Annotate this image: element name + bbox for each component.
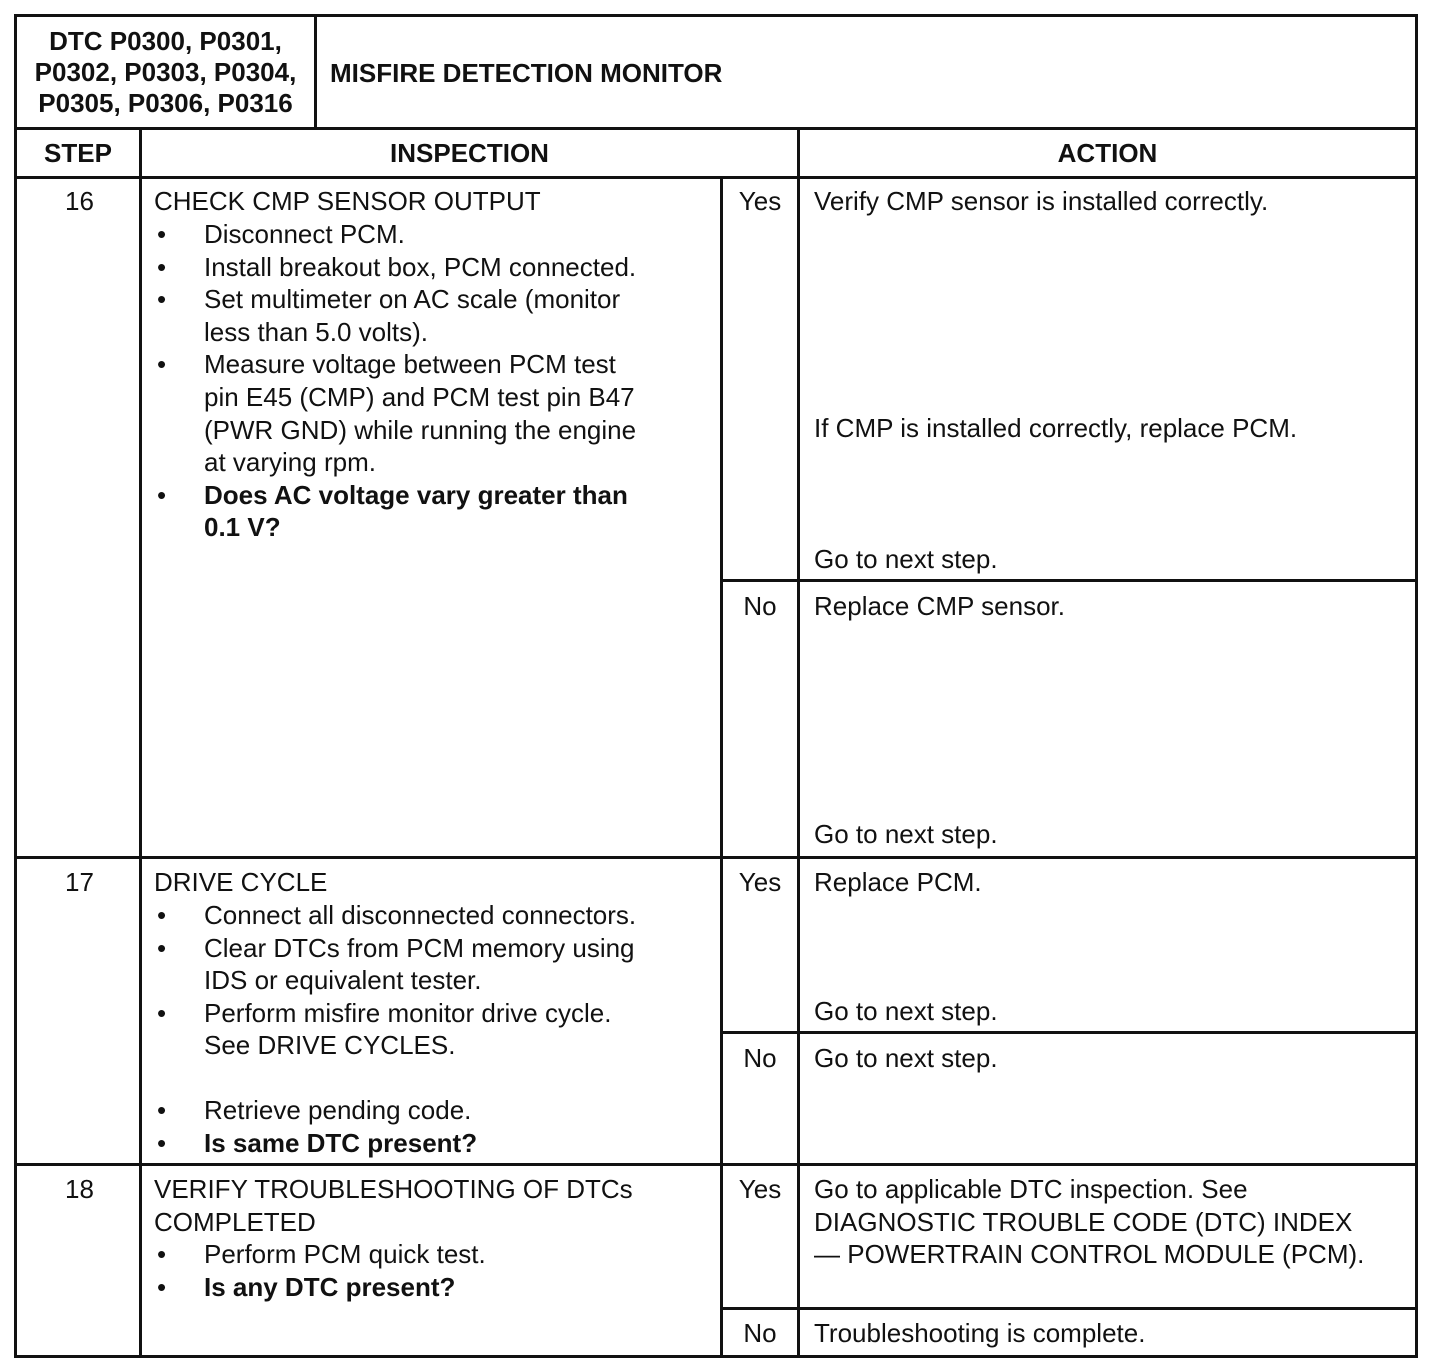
bullet-icon: •: [157, 284, 167, 315]
action-text: Replace CMP sensor.: [814, 591, 1065, 621]
list-item: [154, 348, 636, 478]
list-item-text: Perform PCM quick test.: [204, 1239, 486, 1269]
dtc-codes-line: P0305, P0306, P0316: [38, 88, 293, 118]
bullet-icon: •: [157, 219, 167, 249]
inspection-list: [154, 899, 636, 1159]
row-16-yes-no-rule: [720, 579, 1418, 582]
dtc-codes-line: P0302, P0303, P0304,: [34, 57, 297, 87]
action-text: Go to next step.: [814, 544, 998, 574]
action-column-rule: [797, 127, 800, 1358]
step-title: DRIVE CYCLE: [154, 867, 328, 897]
no-label: No: [743, 591, 777, 621]
row-17-yes-no-rule: [720, 1031, 1418, 1034]
list-item-text: Connect all disconnected connectors.: [204, 900, 637, 930]
step-title: VERIFY TROUBLESHOOTING OF DTCs COMPLETED: [154, 1174, 633, 1237]
list-item: [154, 997, 636, 1062]
list-item: [154, 1127, 636, 1160]
list-item-question: Does AC voltage vary greater than 0.1 V?: [204, 479, 628, 543]
list-item-text: Clear DTCs from PCM memory using IDS or equivalent tester.: [204, 932, 635, 996]
list-item-text: Measure voltage between PCM test pin E45 (CMP) and PCM test pin B47 (PWR GND) while running the engine at varying rpm.: [204, 349, 637, 478]
list-item-text: Retrieve pending code.: [204, 1094, 472, 1125]
bullet-icon: •: [157, 997, 167, 1028]
list-item: [154, 218, 636, 251]
inspection-list: [154, 218, 636, 544]
step-number: 17: [65, 867, 94, 897]
list-item: [154, 479, 636, 544]
list-item: [154, 932, 636, 997]
list-item-question: Is same DTC present?: [204, 1127, 478, 1158]
yes-label: Yes: [738, 186, 782, 216]
bullet-icon: •: [157, 900, 167, 930]
column-header-bottom-rule: [14, 176, 1418, 179]
step-title: CHECK CMP SENSOR OUTPUT: [154, 186, 541, 216]
table-border-top: [14, 14, 1418, 17]
table-border-right: [1415, 14, 1418, 1358]
page-title: MISFIRE DETECTION MONITOR: [330, 58, 723, 88]
yes-label: Yes: [738, 1174, 782, 1204]
list-item: [154, 1094, 636, 1127]
action-text: Go to next step.: [814, 1043, 998, 1073]
yes-label: Yes: [738, 867, 782, 897]
list-item-text: Install breakout box, PCM connected.: [204, 251, 637, 282]
bullet-icon: •: [157, 1271, 167, 1302]
bullet-icon: •: [157, 932, 167, 963]
action-text: Troubleshooting is complete.: [814, 1318, 1146, 1348]
bullet-icon: •: [157, 479, 167, 510]
action-text: Go to next step.: [814, 819, 998, 849]
list-spacer: [154, 1062, 636, 1094]
dtc-codes-cell: [17, 26, 314, 119]
bullet-icon: •: [157, 1239, 167, 1269]
column-header-action: ACTION: [1057, 138, 1158, 168]
action-text: Go to applicable DTC inspection. See DIAGNOSTIC TROUBLE CODE (DTC) INDEX — POWERTRAIN CONTROL MODULE (PCM).: [814, 1174, 1365, 1270]
list-item-text: Perform misfire monitor drive cycle. See DRIVE CYCLES.: [204, 997, 612, 1061]
bullet-icon: •: [157, 251, 167, 282]
list-item: [154, 251, 636, 284]
list-item-text: Set multimeter on AC scale (monitor less than 5.0 volts).: [204, 284, 621, 347]
action-text: Verify CMP sensor is installed correctly.: [814, 186, 1269, 216]
list-item-text: Disconnect PCM.: [204, 219, 405, 249]
action-text: Replace PCM.: [814, 867, 982, 897]
bullet-icon: •: [157, 349, 167, 380]
action-text: Go to next step.: [814, 996, 998, 1026]
step-number: 16: [65, 186, 94, 216]
no-label: No: [743, 1043, 777, 1073]
table-border-bottom: [14, 1355, 1418, 1358]
inspection-list: [154, 1238, 486, 1303]
row-17-bottom-rule: [14, 1163, 1418, 1166]
no-label: No: [743, 1318, 777, 1348]
bullet-icon: •: [157, 1127, 167, 1158]
list-item: [154, 1238, 486, 1271]
list-item: [154, 1271, 486, 1304]
column-header-step: STEP: [44, 138, 112, 168]
column-header-inspection: INSPECTION: [390, 138, 549, 168]
row-18-yes-no-rule: [720, 1307, 1418, 1310]
header-divider: [314, 14, 317, 129]
list-item: [154, 899, 636, 932]
action-text: If CMP is installed correctly, replace PCM.: [814, 413, 1298, 443]
header-bottom-rule: [14, 127, 1418, 130]
row-16-bottom-rule: [14, 856, 1418, 859]
step-number: 18: [65, 1174, 94, 1204]
bullet-icon: •: [157, 1094, 167, 1125]
list-item-question: Is any DTC present?: [204, 1271, 456, 1302]
dtc-codes-line: DTC P0300, P0301,: [49, 26, 282, 56]
list-item: [154, 283, 636, 348]
